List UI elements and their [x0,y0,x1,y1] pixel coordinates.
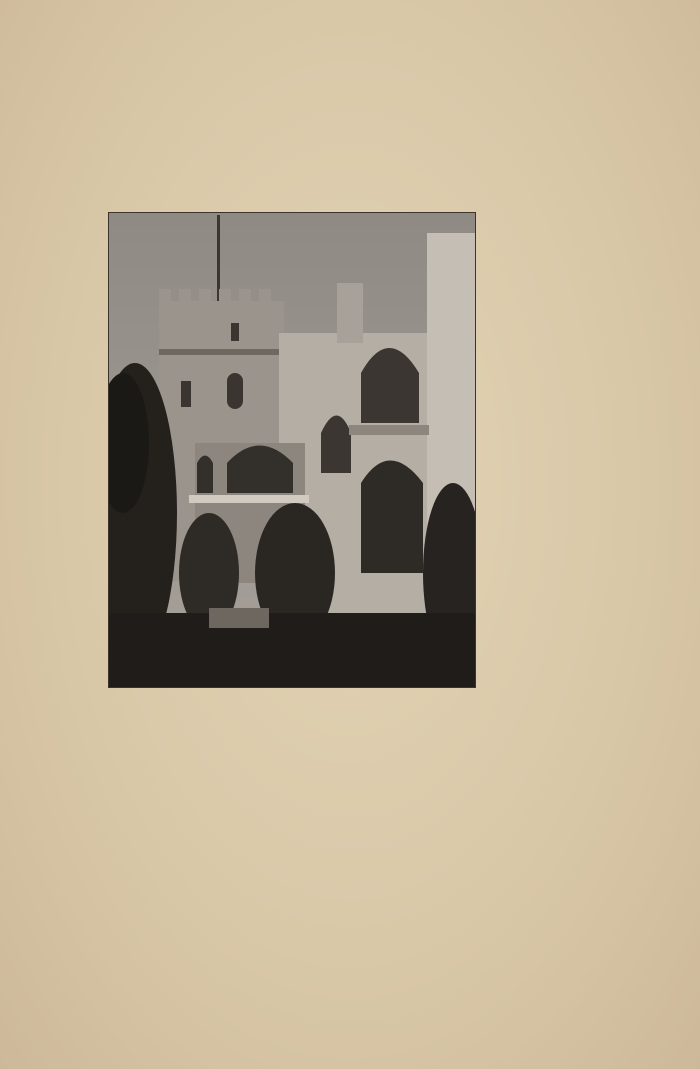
villa-photo-illustration [109,213,475,687]
photo-dacha-sibiryakova [109,213,475,687]
